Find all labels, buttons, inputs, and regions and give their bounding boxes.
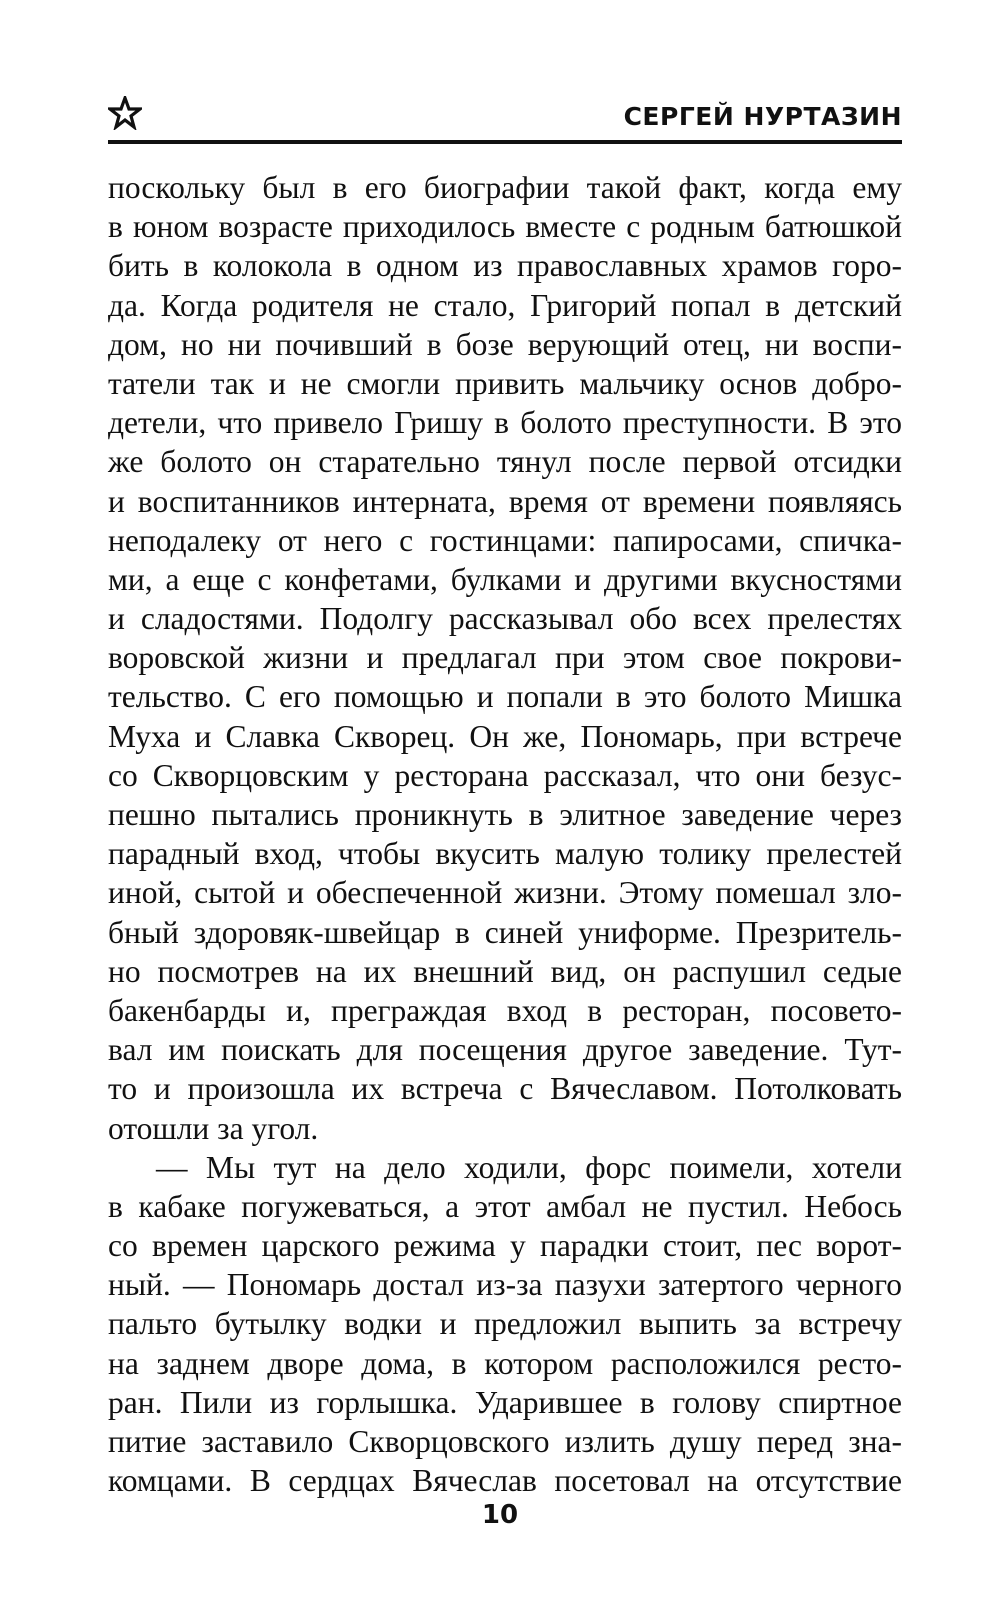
text-line: пальто бутылку водки и предложил выпить за встречу xyxy=(108,1306,902,1342)
page-header xyxy=(108,96,902,144)
text-line: ный. — Пономарь достал из-за пазухи затертого черного xyxy=(108,1267,902,1303)
text-line: Муха и Славка Скворец. Он же, Пономарь, при встрече xyxy=(108,718,902,754)
text-line: со времен царского режима у парадки стоит, пес ворот- xyxy=(108,1228,902,1264)
page-number: 10 xyxy=(481,1500,519,1530)
text-line: то и произошла их встреча с Вячеславом. Потолковать xyxy=(108,1071,902,1107)
text-line: неподалеку от него с гостинцами: папиросами, спичка- xyxy=(108,522,902,558)
text-line: ран. Пили из горлышка. Ударившее в голову спиртное xyxy=(108,1384,902,1420)
text-line: детели, что привело Гришу в болото преступности. В это xyxy=(108,405,902,441)
text-line: питие заставило Скворцовского излить душу перед зна- xyxy=(108,1424,902,1459)
text-line: в юном возрасте приходилось вместе с родным батюшкой xyxy=(108,209,902,245)
text-line: в кабаке погужеваться, а этот амбал не пустил. Небось xyxy=(108,1188,902,1224)
text-line: же болото он старательно тянул после первой отсидки xyxy=(108,444,902,480)
text-line: бить в колокола в одном из православных храмов горо- xyxy=(108,248,902,284)
text-line: со Скворцовским у ресторана рассказал, что они безус- xyxy=(108,757,902,793)
text-line: воровской жизни и предлагал при этом свое покрови- xyxy=(108,640,902,676)
text-line: и воспитанников интерната, время от времени появляясь xyxy=(108,483,902,519)
paragraph-2 xyxy=(108,1148,902,1501)
body-text xyxy=(108,168,902,1500)
text-line: комцами. В сердцах Вячеслав посетовал на отсутствие xyxy=(108,1463,902,1499)
text-line: — Мы тут на дело ходили, форс поимели, хотели xyxy=(156,1149,902,1185)
text-line: иной, сытой и обеспеченной жизни. Этому помешал зло- xyxy=(108,875,902,911)
text-line: и сладостями. Подолгу рассказывал обо всех прелестях xyxy=(108,601,902,637)
text-line: бный здоровяк-швейцар в синей униформе. Презритель- xyxy=(108,914,902,950)
text-line: парадный вход, чтобы вкусить малую толику прелестей xyxy=(108,836,902,872)
text-line: на заднем дворе дома, в котором расположился ресто- xyxy=(108,1345,902,1381)
author-running-head: СЕРГЕЙ НУРТАЗИН xyxy=(623,102,902,131)
text-line: бакенбарды и, преграждая вход в ресторан, посовето- xyxy=(108,992,902,1028)
paragraph-1 xyxy=(108,168,902,1148)
text-line: отошли за угол. xyxy=(108,1110,319,1146)
text-line: поскольку был в его биографии такой факт, когда ему xyxy=(108,170,902,205)
text-line: вал им поискать для посещения другое заведение. Тут- xyxy=(108,1032,902,1068)
text-line: да. Когда родителя не стало, Григорий попал в детский xyxy=(108,287,902,323)
text-line: татели так и не смогли привить мальчику основ добро- xyxy=(108,365,902,401)
text-line: но посмотрев на их внешний вид, он распушил седые xyxy=(108,953,902,989)
star-icon xyxy=(108,96,142,130)
text-line: тельство. С его помощью и попали в это болото Мишка xyxy=(108,679,902,715)
text-line: ми, а еще с конфетами, булками и другими вкусностями xyxy=(108,561,902,597)
text-line: дом, но ни почивший в бозе верующий отец, ни воспи- xyxy=(108,326,902,362)
text-line: пешно пытались проникнуть в элитное заведение через xyxy=(108,797,902,832)
